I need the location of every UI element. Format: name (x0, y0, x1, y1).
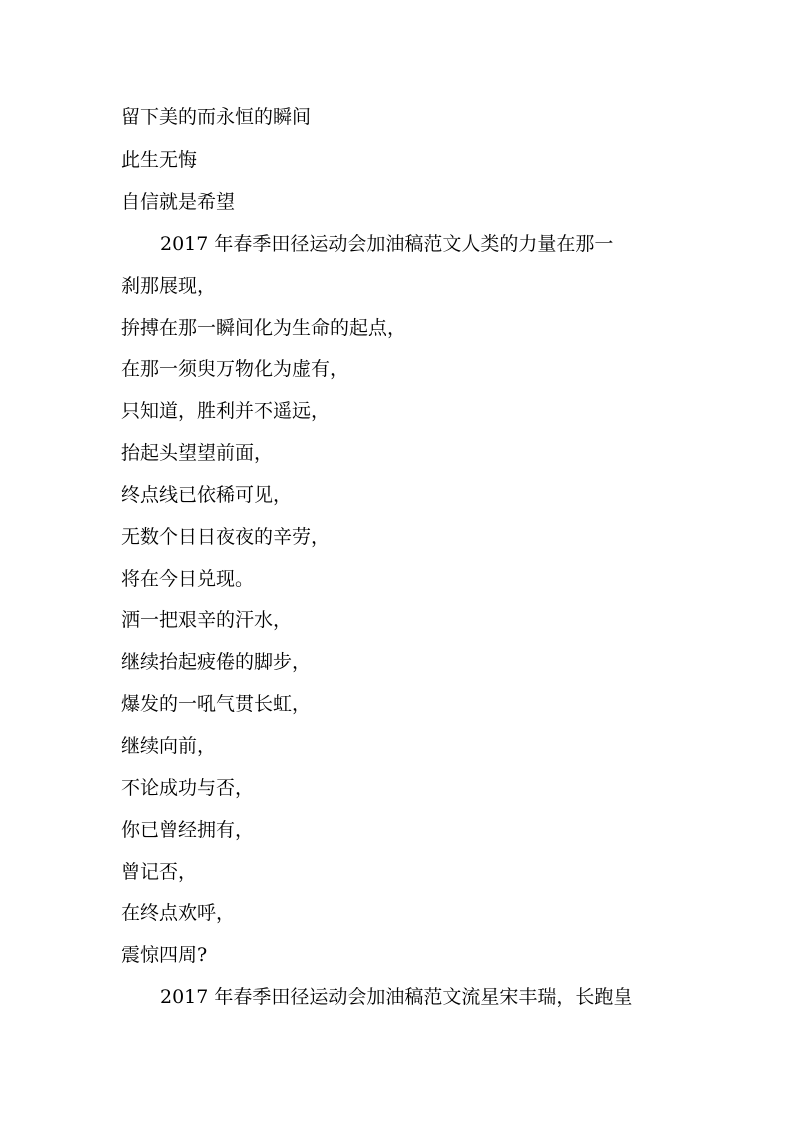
text-line: 在终点欢呼， (121, 902, 236, 924)
text-line: 只知道，胜利并不遥远， (121, 400, 331, 422)
text-line: 震惊四周? (121, 944, 208, 966)
text-line: 继续向前， (121, 735, 217, 757)
text-line: 曾记否， (121, 861, 198, 883)
text-line: 洒一把艰辛的汗水， (121, 609, 293, 631)
text-line: 刹那展现， (121, 275, 217, 297)
text-line: 无数个日日夜夜的辛劳， (121, 526, 331, 548)
text-line: 爆发的一吼气贯长虹， (121, 693, 312, 715)
text-line: 终点线已依稀可见， (121, 484, 293, 506)
paragraph-heading-line: 2017 年春季田径运动会加油稿范文流星宋丰瑞，长跑皇 (160, 986, 633, 1008)
paragraph-heading-line: 2017 年春季田径运动会加油稿范文人类的力量在那一 (160, 233, 614, 255)
text-line: 继续抬起疲倦的脚步， (121, 651, 312, 673)
text-line: 此生无悔 (121, 149, 198, 171)
text-line: 将在今日兑现。 (121, 568, 255, 590)
text-line: 抬起头望望前面， (121, 442, 274, 464)
text-line: 你已曾经拥有， (121, 819, 255, 841)
text-line: 在那一须臾万物化为虚有， (121, 358, 350, 380)
text-line: 留下美的而永恒的瞬间 (121, 106, 312, 128)
text-line: 不论成功与否， (121, 777, 255, 799)
text-line: 自信就是希望 (121, 191, 236, 213)
text-line: 拚搏在那一瞬间化为生命的起点， (121, 317, 407, 339)
